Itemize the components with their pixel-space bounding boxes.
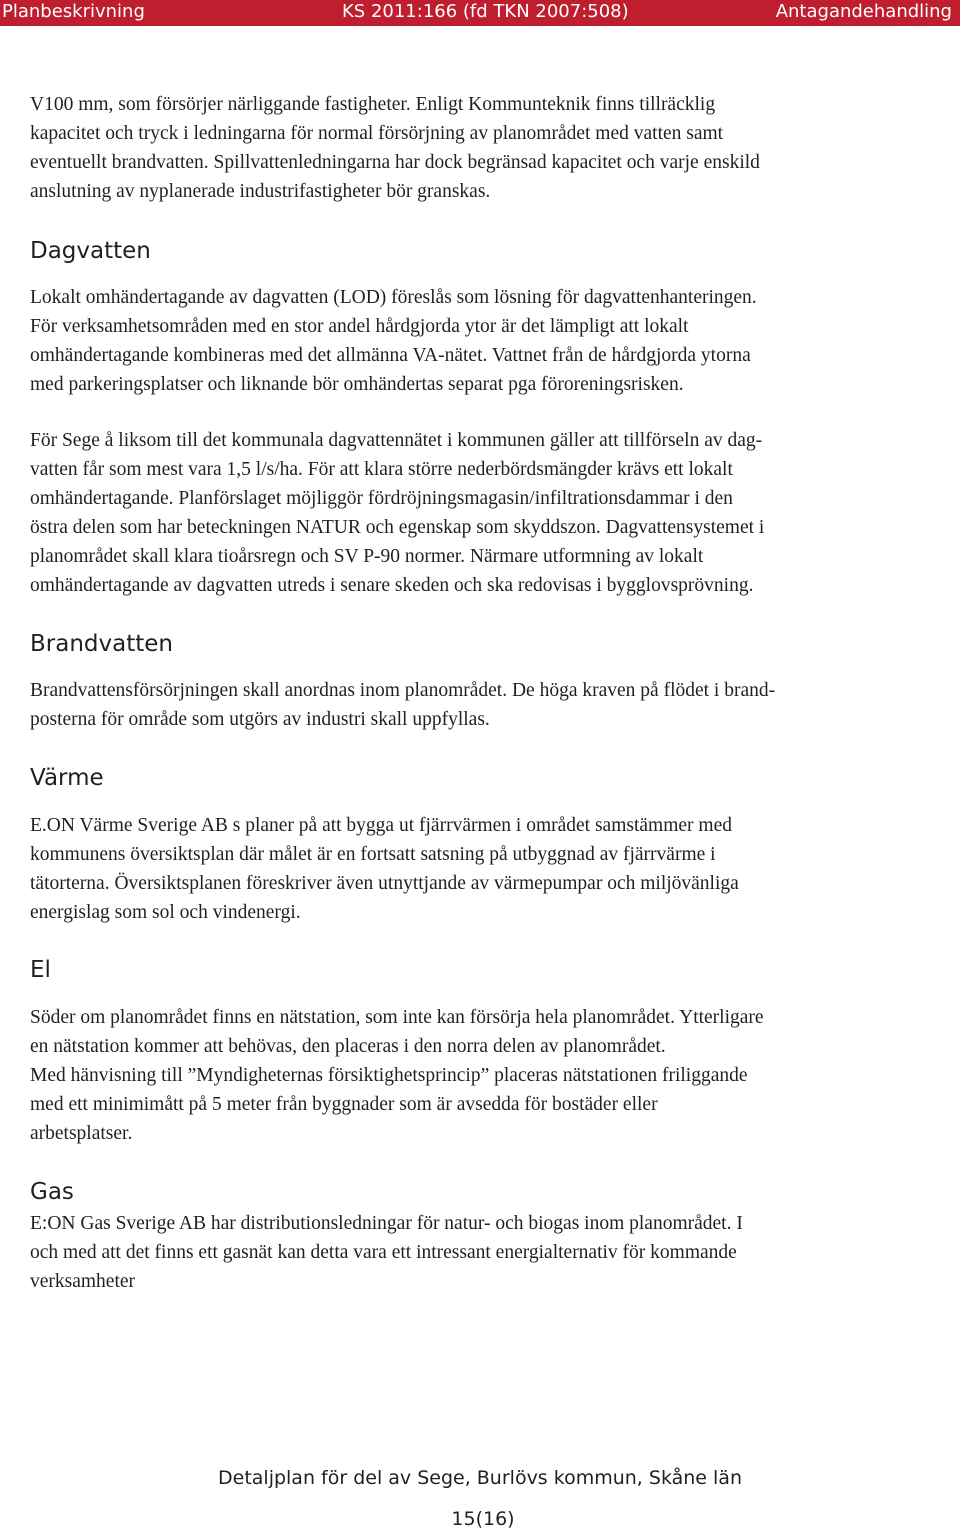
text-line: Söder om planområdet finns en nätstation, som inte kan försörja hela planområdet. Ytterligare <box>30 1007 764 1028</box>
text-line: och med att det finns ett gasnät kan detta vara ett intressant energialternativ för kommande <box>30 1242 737 1263</box>
text-line: Med hänvisning till ”Myndigheternas försiktighetsprincip” placeras nätstationen friliggande <box>30 1065 748 1086</box>
heading-dagvatten: Dagvatten <box>30 238 151 264</box>
el-paragraph <box>30 1003 930 1148</box>
varme-paragraph <box>30 811 930 927</box>
brandvatten-paragraph <box>30 676 930 734</box>
text-line: arbetsplatser. <box>30 1123 133 1144</box>
header-case-number: KS 2011:166 (fd TKN 2007:508) <box>342 1 629 22</box>
header-status: Antagandehandling <box>775 1 952 22</box>
text-line: vatten får som mest vara 1,5 l/s/ha. För att klara större nederbördsmängder krävs ett lokalt <box>30 459 733 480</box>
text-line: anslutning av nyplanerade industrifastigheter bör granskas. <box>30 181 491 202</box>
text-line: östra delen som har beteckningen NATUR och egenskap som skyddszon. Dagvattensystemet i <box>30 517 765 538</box>
heading-brandvatten: Brandvatten <box>30 631 173 657</box>
text-line: E:ON Gas Sverige AB har distributionsledningar för natur- och biogas inom planområdet. I <box>30 1213 743 1234</box>
text-line: E.ON Värme Sverige AB s planer på att bygga ut fjärrvärmen i området samstämmer med <box>30 815 732 836</box>
text-line: omhändertagande av dagvatten utreds i senare skeden och ska redovisas i bygglovsprövning. <box>30 575 754 596</box>
text-line: kommunens översiktsplan där målet är en fortsatt satsning på utbyggnad av fjärrvärme i <box>30 844 716 865</box>
text-line: eventuellt brandvatten. Spillvattenledningarna har dock begränsad kapacitet och varje enskild <box>30 152 760 173</box>
page-number: 15(16) <box>451 1508 515 1530</box>
header-doc-type: Planbeskrivning <box>2 1 145 22</box>
text-line: en nätstation kommer att behövas, den placeras i den norra delen av planområdet. <box>30 1036 666 1057</box>
dagvatten-paragraph-1 <box>30 283 930 399</box>
text-line: omhändertagande. Planförslaget möjliggör fördröjningsmagasin/infiltrationsdammar i den <box>30 488 733 509</box>
text-line: med parkeringsplatser och liknande bör omhändertas separat pga föroreningsrisken. <box>30 374 684 395</box>
text-line: verksamheter <box>30 1271 136 1292</box>
intro-paragraph <box>30 90 930 206</box>
text-line: För verksamhetsområden med en stor andel hårdgjorda ytor är det lämpligt att lokalt <box>30 316 689 337</box>
heading-el: El <box>30 957 51 983</box>
heading-gas: Gas <box>30 1179 74 1205</box>
text-line: V100 mm, som försörjer närliggande fastigheter. Enligt Kommunteknik finns tillräcklig <box>30 94 716 115</box>
text-line: tätorterna. Översiktsplanen föreskriver även utnyttjande av värmepumpar och miljövänliga <box>30 873 739 894</box>
text-line: posterna för område som utgörs av industri skall uppfyllas. <box>30 709 490 730</box>
text-line: Brandvattensförsörjningen skall anordnas inom planområdet. De höga kraven på flödet i brand- <box>30 680 776 701</box>
text-line: omhändertagande kombineras med det allmänna VA-nätet. Vattnet från de hårdgjorda ytorna <box>30 345 751 366</box>
text-line: energislag som sol och vindenergi. <box>30 902 301 923</box>
text-line: För Sege å liksom till det kommunala dagvattennätet i kommunen gäller att tillförseln av dag- <box>30 430 763 451</box>
gas-paragraph <box>30 1209 930 1296</box>
text-line: med ett minimimått på 5 meter från byggnader som är avsedda för bostäder eller <box>30 1094 658 1115</box>
text-line: Lokalt omhändertagande av dagvatten (LOD) föreslås som lösning för dagvattenhanteringen. <box>30 287 757 308</box>
text-line: kapacitet och tryck i ledningarna för normal försörjning av planområdet med vatten samt <box>30 123 724 144</box>
heading-varme: Värme <box>30 765 104 791</box>
page-header <box>0 0 960 26</box>
dagvatten-paragraph-2 <box>30 426 930 600</box>
footer-plan-title: Detaljplan för del av Sege, Burlövs kommun, Skåne län <box>218 1467 742 1489</box>
text-line: planområdet skall klara tioårsregn och SV P-90 normer. Närmare utformning av lokalt <box>30 546 704 567</box>
